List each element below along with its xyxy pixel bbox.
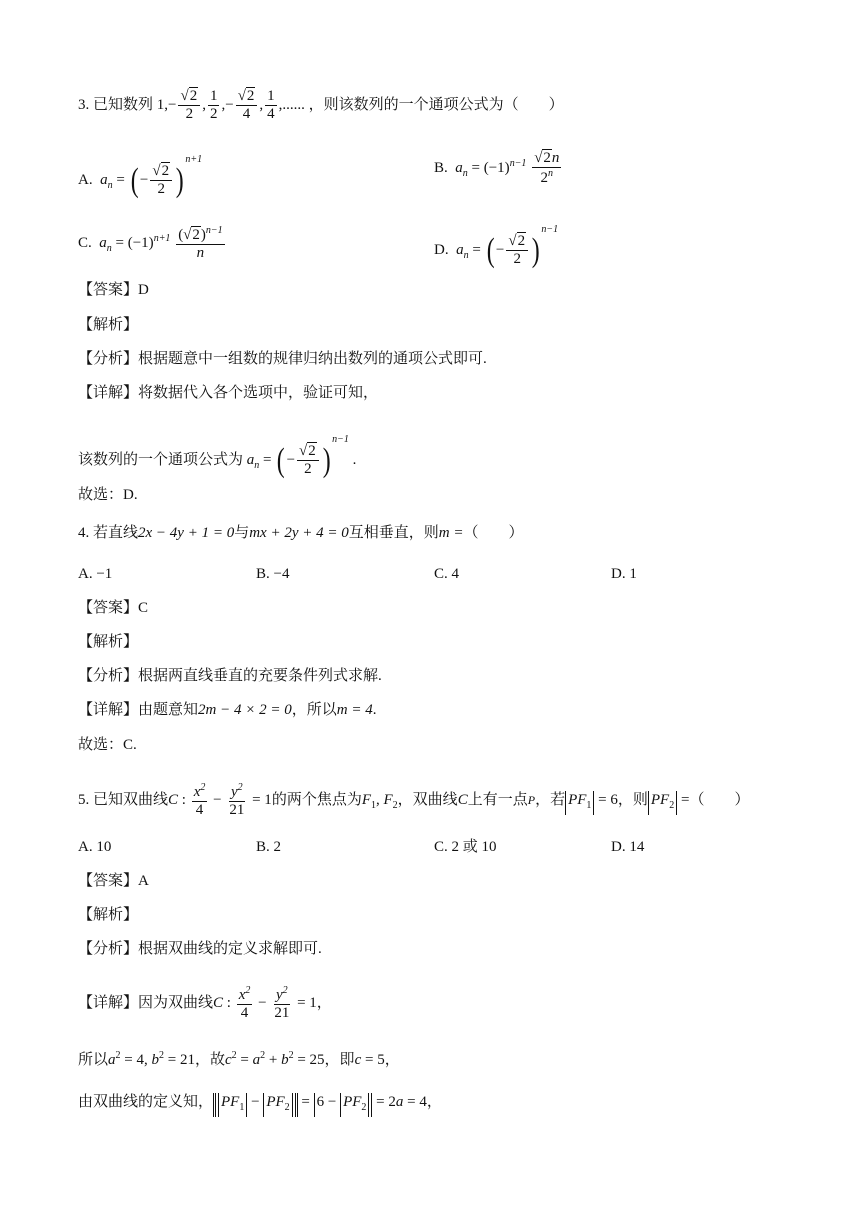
q5-option-d: D. 14 xyxy=(611,839,645,855)
q3-fenxi: 【分析】根据题意中一组数的规律归纳出数列的通项公式即可. xyxy=(78,351,487,367)
q5-answer: 【答案】A xyxy=(78,873,149,889)
q5-jiexi: 【解析】 xyxy=(78,907,139,923)
q5-option-b: B. 2 xyxy=(256,839,282,855)
q4-answer: 【答案】C xyxy=(78,600,149,616)
q4-xiangjie: 【详解】由题意知2m − 4 × 2 = 0，所以m = 4. xyxy=(78,702,377,718)
q3-jiexi: 【解析】 xyxy=(78,317,139,333)
q4-option-a: A. −1 xyxy=(78,566,113,582)
q4-line1: 2x − 4y + 1 = 0 xyxy=(138,525,235,541)
q3-guxuan: 故选：D. xyxy=(78,487,138,503)
q5-stem: 5. 已知双曲线C : $\frac{x^2}{4}$ − $\frac{y^2}{21}$ = 1的两个焦点为$F_1$, $F_2$，双曲线C上有一点P，若 $PF_1 = 6$，则 $PF_2$ =（ ） xyxy=(78,782,750,819)
q3-answer: 【答案】D xyxy=(78,282,149,298)
q5-option-c: C. 2 或 10 xyxy=(434,839,497,855)
q4-option-b: B. −4 xyxy=(256,566,290,582)
q4-guxuan: 故选：C. xyxy=(78,737,137,753)
q3-stem-suffix: ，则该数列的一个通项公式为（ ） xyxy=(308,97,564,114)
q3-stem xyxy=(78,88,564,124)
q4-line2: mx + 2y + 4 = 0 xyxy=(249,525,349,541)
q3-option-c: C. $a_n = (-1)^{n+1}$ $\frac{(√2)^{n-1}}{n}$ xyxy=(78,225,223,262)
q4-stem: 4. 若直线2x − 4y + 1 = 0与mx + 2y + 4 = 0互相垂直，则m =（ ） xyxy=(78,525,524,541)
q3-option-d: D. $a_n$ = ( − $\frac{√2}{2}$ )$^{n-1}$ xyxy=(434,224,559,269)
q4-option-d: D. 1 xyxy=(611,566,637,582)
q5-option-a: A. 10 xyxy=(78,839,112,855)
q5-derivation-2: 由双曲线的定义知， $PF_1 - PF_2 = 6 - PF_2 = 2a = 4$， xyxy=(78,1092,442,1117)
q3-conclusion: 该数列的一个通项公式为 $a_n$ = ( − $\frac{√2}{2}$ )$^{n-1}$ . xyxy=(78,434,357,479)
q3-option-a: A. $a_n$ = ( − $\frac{√2}{2}$ )$^{n+1}$ xyxy=(78,154,203,199)
q3-option-b: B. $a_n = (-1)^{n-1}$ $\frac{√2n}{2^n}$ xyxy=(434,150,560,187)
q4-option-c: C. 4 xyxy=(434,566,460,582)
q3-xiangjie: 【详解】将数据代入各个选项中，验证可知， xyxy=(78,385,379,401)
q4-jiexi: 【解析】 xyxy=(78,634,139,650)
q4-fenxi: 【分析】根据两直线垂直的充要条件列式求解. xyxy=(78,668,382,684)
q5-fenxi: 【分析】根据双曲线的定义求解即可. xyxy=(78,941,322,957)
q3-stem-prefix: 3. 已知数列 xyxy=(78,97,154,114)
q5-derivation-1: 所以$a^2 = 4$, $b^2 = 21$，故$c^2 = a^2 + b^2 = 25$，即c = 5， xyxy=(78,1050,400,1068)
q5-xiangjie: 【详解】因为双曲线C : $\frac{x^2}{4}$ − $\frac{y^2}{21}$ = 1， xyxy=(78,985,332,1022)
q3-sequence: 1,− $\frac{√2}{2}$ , $\frac{1}{2}$ ,− $\frac{√2}{4}$ , $\frac{1}{4}$ ,...... xyxy=(156,88,309,123)
